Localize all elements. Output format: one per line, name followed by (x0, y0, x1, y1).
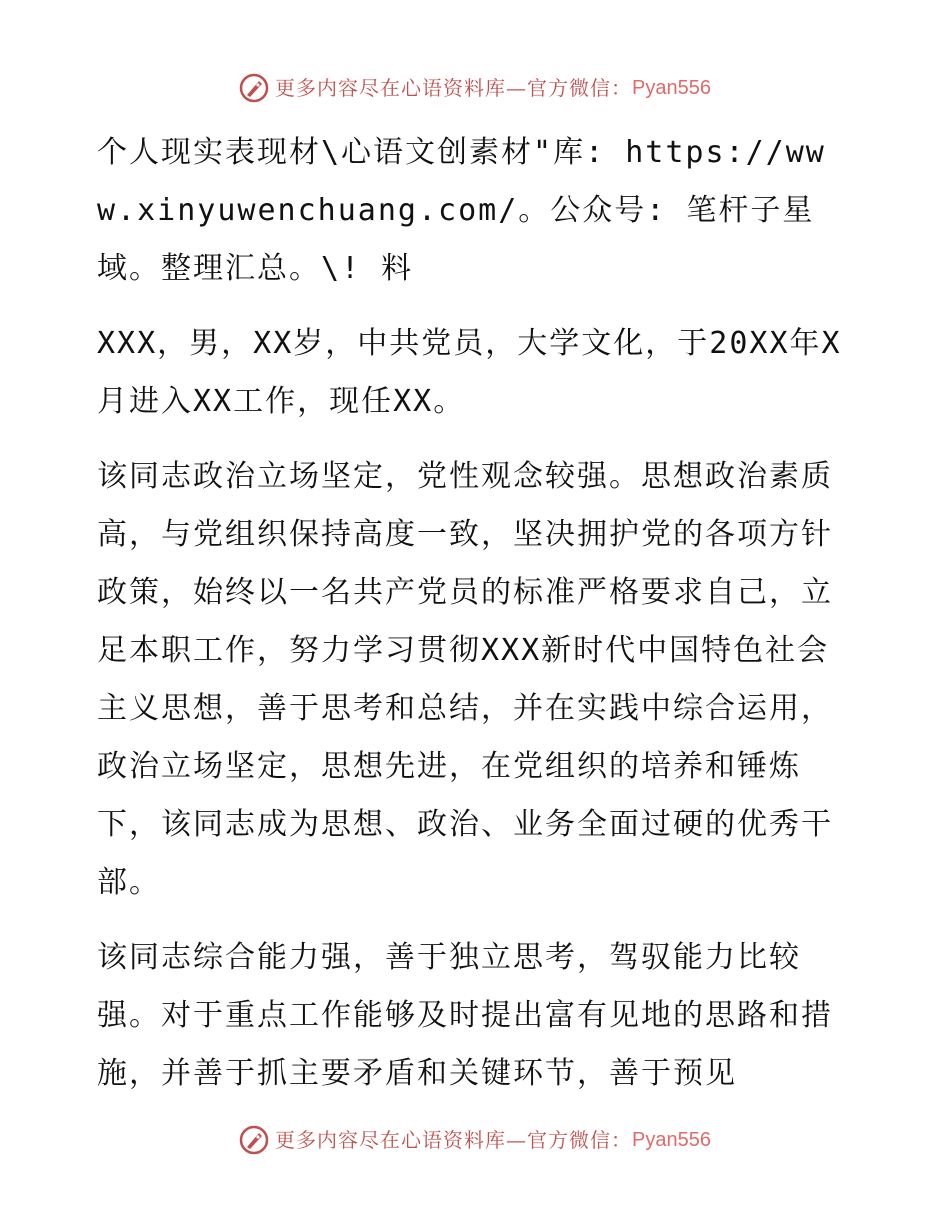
banner-text: 更多内容尽在心语资料库—官方微信： (275, 76, 633, 100)
paragraph-political: 该同志政治立场坚定，党性观念较强。思想政治素质高，与党组织保持高度一致，坚决拥护党的各项方针政策，始终以一名共产党员的标准严格要求自己，立足本职工作，努力学习贯彻XXX新时代中国特色社会主义思想，善于思考和总结，并在实践中综合运用，政治立场坚定，思想先进，在党组织的培养和锤炼下，该同志成为思想、政治、业务全面过硬的优秀干部。 (97, 459, 833, 900)
banner-wechat-id: Pyan556 (632, 77, 711, 99)
paragraph-ability: 该同志综合能力强，善于独立思考，驾驭能力比较强。对于重点工作能够及时提出富有见地的思路和措施，并善于抓主要矛盾和关键环节，善于预见 (97, 940, 833, 1091)
document-body (97, 124, 857, 1120)
pen-nib-seal-icon (239, 1125, 269, 1155)
banner-text: 更多内容尽在心语资料库—官方微信： (275, 1128, 633, 1152)
banner-wechat-id: Pyan556 (632, 1129, 711, 1151)
pen-nib-seal-icon (239, 73, 269, 103)
paragraph-profile: XXX，男，XX岁，中共党员，大学文化，于20XX年X月进入XX工作，现任XX。 (97, 326, 842, 419)
paragraph-intro: 个人现实表现材\心语文创素材"库: https://www.xinyuwenchuang.com/。公众号: 笔杆子星域。整理汇总。\! 料 (97, 135, 826, 286)
header-banner (0, 68, 950, 108)
footer-banner (0, 1120, 950, 1160)
